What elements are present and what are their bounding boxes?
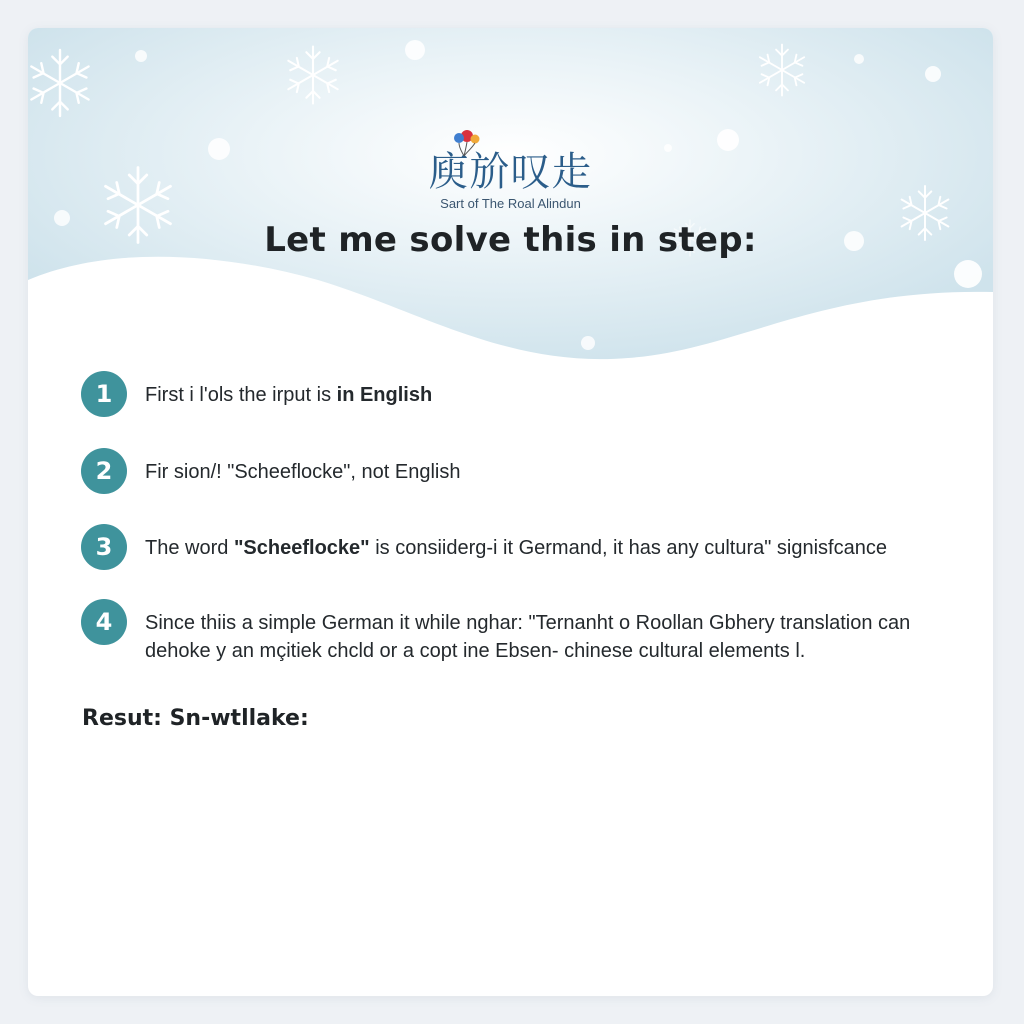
step-text-line: dehoke y an mçitiek chcld or a copt ine Ebsen- chinese cultural elements l.: [145, 640, 806, 662]
step-text: [145, 609, 961, 665]
content-card: [28, 28, 993, 996]
step-number-badge: 3: [81, 524, 127, 570]
step-text-line: Since thiis a simple German it while nghar: "Ternanht o Roollan Gbhery translation can: [145, 612, 911, 634]
result-text: Resut: Sn-wtllake:: [82, 706, 309, 731]
step-text: [145, 381, 961, 409]
step-text-bold: in English: [336, 384, 433, 406]
step-text: [145, 458, 961, 486]
page-title: Let me solve this in step:: [264, 220, 757, 260]
step-text-plain: First i l'ols the irput is: [145, 384, 337, 406]
step-text-plain: The word: [145, 537, 234, 559]
step-number-badge: 1: [81, 371, 127, 417]
step-text-bold: "Scheeflocke": [233, 537, 370, 559]
step-text-plain: Fir sion/! "Scheeflocke", not English: [145, 461, 461, 483]
step-number-badge: 4: [81, 599, 127, 645]
logo-title: 庾斺叹歨: [428, 149, 593, 195]
step-text: [145, 534, 961, 562]
logo: [28, 128, 993, 212]
balloons-icon: [445, 128, 485, 158]
logo-subtitle: Sart of The Roal Alindun: [440, 196, 581, 211]
step-number-badge: 2: [81, 448, 127, 494]
step-text-after: is consiiderg-i it Germand, it has any cultura" signisfcance: [369, 537, 887, 559]
